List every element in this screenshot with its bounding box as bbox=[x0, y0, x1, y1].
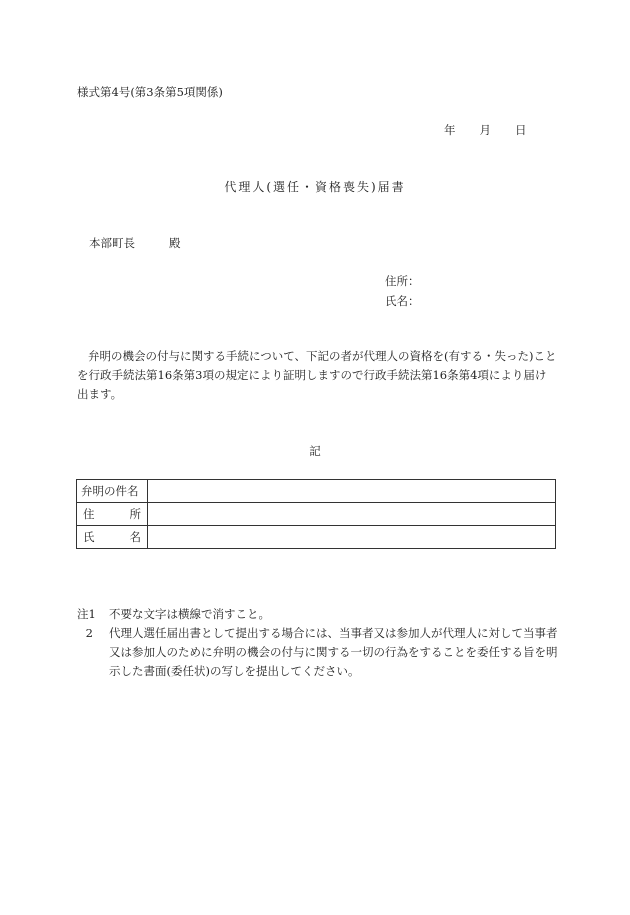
row-label-address bbox=[77, 503, 148, 526]
row-label-name bbox=[77, 526, 148, 549]
body-text: 弁明の機会の付与に関する手続について、下記の者が代理人の資格を(有する・失った)ことを行政手続法第16条第3項の規定により証明しますので行政手続法第16条第4項により届け出ます。 bbox=[77, 349, 557, 401]
row-value-address[interactable] bbox=[148, 503, 556, 526]
applicant-address-label: 住所： bbox=[385, 274, 420, 288]
detail-table bbox=[76, 479, 556, 549]
table-row bbox=[77, 526, 556, 549]
ki-heading: 記 bbox=[309, 444, 321, 458]
note-text: 不要な文字は横線で消すこと。 bbox=[109, 607, 270, 621]
document-title: 代理人(選任・資格喪失)届書 bbox=[224, 180, 406, 194]
addressee bbox=[89, 235, 181, 251]
note-item bbox=[77, 605, 559, 624]
row-value-name[interactable] bbox=[148, 526, 556, 549]
note-text: 代理人選任届出書として提出する場合には、当事者又は参加人が代理人に対して当事者又は参加人のために弁明の機会の付与に関する一切の行為をすることを委任する旨を明示した書面(委任状)の写しを提出してください。 bbox=[109, 626, 558, 678]
row-label-address-a: 住 bbox=[83, 507, 95, 521]
form-number: 様式第4号(第3条第5項関係) bbox=[77, 85, 223, 99]
table-row bbox=[77, 480, 556, 503]
applicant-name-label: 氏名： bbox=[385, 294, 420, 308]
notes bbox=[77, 605, 559, 681]
note-item bbox=[77, 624, 559, 681]
table-row bbox=[77, 503, 556, 526]
row-label-name-a: 氏 bbox=[83, 530, 95, 544]
addressee-honorific: 殿 bbox=[169, 236, 181, 250]
date-day: 日 bbox=[515, 123, 527, 137]
date-line bbox=[444, 122, 527, 138]
row-value-subject[interactable] bbox=[148, 480, 556, 503]
note-number: 注1 bbox=[77, 607, 96, 621]
note-number: 2 bbox=[85, 626, 93, 640]
row-label-address-b: 所 bbox=[129, 507, 141, 521]
addressee-name: 本部町長 bbox=[89, 236, 135, 250]
row-label-name-b: 名 bbox=[129, 530, 141, 544]
row-label-subject: 弁明の件名 bbox=[77, 480, 148, 503]
date-month: 月 bbox=[479, 123, 491, 137]
date-year: 年 bbox=[444, 123, 456, 137]
